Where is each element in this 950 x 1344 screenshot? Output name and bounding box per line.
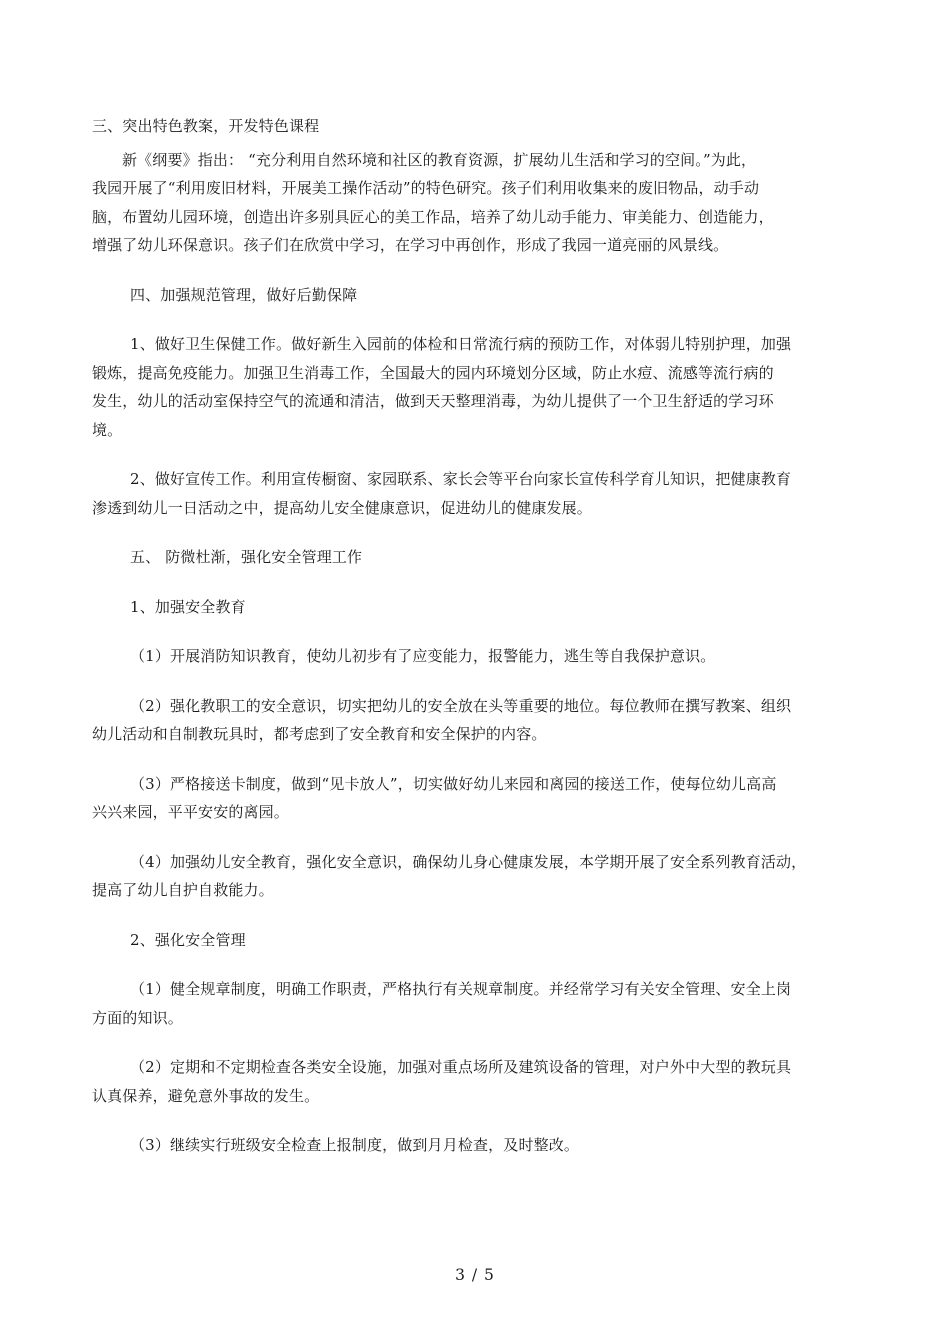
paragraph <box>92 975 864 1032</box>
paragraph <box>92 1131 864 1160</box>
paragraph <box>92 465 864 522</box>
paragraph-line: 2、做好宣传工作。利用宣传橱窗、家园联系、家长会等平台向家长宣传科学育儿知识，把健康教育 <box>130 470 792 488</box>
paragraph-line: （2）定期和不定期检查各类安全设施，加强对重点场所及建筑设备的管理，对户外中大型的教玩具 <box>130 1058 792 1076</box>
section-heading <box>92 281 864 310</box>
paragraph-line: 锻炼，提高免疫能力。加强卫生消毒工作，全国最大的园内环境划分区域，防止水痘、流感等流行病的 <box>92 363 774 382</box>
paragraph <box>92 330 864 444</box>
paragraph-line: 提高了幼儿自护自救能力。 <box>92 881 274 899</box>
paragraph-line: （4）加强幼儿安全教育，强化安全意识，确保幼儿身心健康发展，本学期开展了安全系列教育活动， <box>130 852 807 871</box>
section-heading <box>92 112 864 141</box>
heading-text: 1、加强安全教育 <box>130 597 246 616</box>
paragraph-line: （2）强化教职工的安全意识，切实把幼儿的安全放在头等重要的地位。每位教师在撰写教案、组织 <box>130 696 792 715</box>
section-heading <box>92 593 864 622</box>
heading-text: 五、 防微杜渐，强化安全管理工作 <box>130 548 363 566</box>
page-number: 3 / 5 <box>455 1266 495 1284</box>
paragraph <box>92 692 864 749</box>
paragraph <box>92 146 864 260</box>
paragraph <box>92 1053 864 1110</box>
paragraph-line: 新《纲要》指出： “充分利用自然环境和社区的教育资源，扩展幼儿生活和学习的空间。”为此， <box>122 150 757 169</box>
section-heading <box>92 926 864 955</box>
paragraph <box>92 642 864 671</box>
paragraph-line: （1）健全规章制度，明确工作职责，严格执行有关规章制度。并经常学习有关安全管理、安全上岗 <box>130 980 792 998</box>
paragraph-line: 1、做好卫生保健工作。做好新生入园前的体检和日常流行病的预防工作，对体弱儿特别护理，加强 <box>130 335 792 353</box>
document-body <box>92 112 864 1160</box>
paragraph-line: （3）继续实行班级安全检查上报制度，做到月月检查，及时整改。 <box>130 1136 580 1154</box>
paragraph-line: 认真保养，避免意外事故的发生。 <box>92 1086 320 1105</box>
paragraph-line: 幼儿活动和自制教玩具时，都考虑到了安全教育和安全保护的内容。 <box>92 725 547 743</box>
paragraph-line: 脑，布置幼儿园环境，创造出许多别具匠心的美工作品，培养了幼儿动手能力、审美能力、创造能力， <box>92 207 774 226</box>
section-heading <box>92 543 864 572</box>
paragraph-line: 方面的知识。 <box>92 1008 183 1027</box>
paragraph <box>92 770 864 827</box>
paragraph-line: （1）开展消防知识教育，使幼儿初步有了应变能力，报警能力，逃生等自我保护意识。 <box>130 647 716 665</box>
paragraph-line: （3）严格接送卡制度，做到“见卡放人”，切实做好幼儿来园和离园的接送工作，使每位幼儿高高 <box>130 774 777 793</box>
heading-text: 三、突出特色教案，开发特色课程 <box>92 117 320 135</box>
paragraph-line: 增强了幼儿环保意识。孩子们在欣赏中学习，在学习中再创作，形成了我园一道亮丽的风景线。 <box>92 236 729 254</box>
paragraph-line: 发生，幼儿的活动室保持空气的流通和清洁，做到天天整理消毒，为幼儿提供了一个卫生舒适的学习环 <box>92 392 774 410</box>
paragraph-line: 兴兴来园，平平安安的离园。 <box>92 803 289 821</box>
paragraph-line: 我园开展了“利用废旧材料，开展美工操作活动”的特色研究。孩子们利用收集来的废旧物品，动手动 <box>92 179 760 197</box>
paragraph-line: 境。 <box>92 420 123 439</box>
paragraph <box>92 848 864 905</box>
heading-text: 四、加强规范管理，做好后勤保障 <box>130 285 358 304</box>
heading-text: 2、强化安全管理 <box>130 930 246 949</box>
paragraph-line: 渗透到幼儿一日活动之中，提高幼儿安全健康意识，促进幼儿的健康发展。 <box>92 498 592 517</box>
